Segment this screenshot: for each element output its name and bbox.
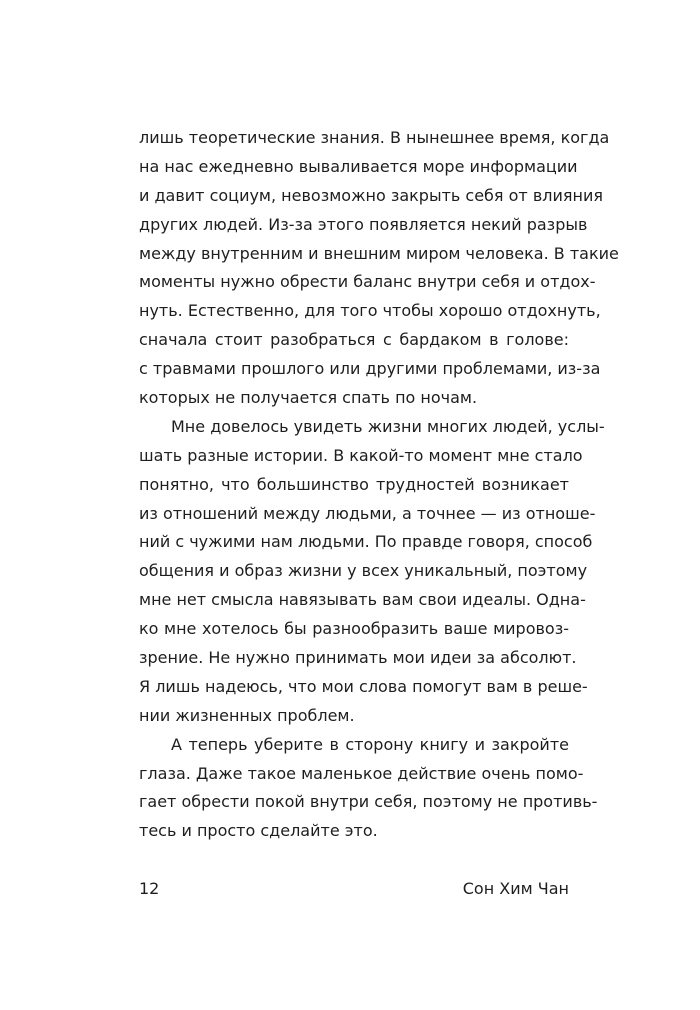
text-line: моменты нужно обрести баланс внутри себя и отдох- <box>139 272 596 292</box>
body-text <box>139 124 619 846</box>
paragraph <box>139 413 605 731</box>
text-line: Мне довелось увидеть жизни многих людей, услы- <box>171 416 605 436</box>
text-line: с травмами прошлого или другими проблемами, из-за <box>139 359 601 379</box>
text-line: шать разные истории. В какой-то момент мне стало <box>139 445 583 465</box>
text-line: на нас ежедневно вываливается море информации <box>139 156 578 176</box>
text-line: других людей. Из-за этого появляется некий разрыв <box>139 214 588 234</box>
text-line: ко мне хотелось бы разнообразить ваше мировоз- <box>139 619 569 639</box>
text-line: из отношений между людьми, а точнее — из отноше- <box>139 503 596 523</box>
text-line: и давит социум, невозможно закрыть себя от влияния <box>139 185 603 205</box>
text-line: сначала стоит разобраться с бардаком в голове: <box>139 330 569 350</box>
text-line: общения и образ жизни у всех уникальный, поэтому <box>139 561 588 581</box>
text-line: между внутренним и внешним миром человека. В такие <box>139 243 619 263</box>
text-line: тесь и просто сделайте это. <box>139 821 378 841</box>
text-line: ний с чужими нам людьми. По правде говоря, способ <box>139 532 593 552</box>
text-line: которых не получается спать по ночам. <box>139 388 478 408</box>
paragraph <box>139 124 619 413</box>
text-line: глаза. Даже такое маленькое действие очень помо- <box>139 763 584 783</box>
text-line: мне нет смысла навязывать вам свои идеалы. Одна- <box>139 590 586 610</box>
text-line: понятно, что большинство трудностей возникает <box>139 474 569 494</box>
running-footer-author: Сон Хим Чан <box>462 879 569 898</box>
text-line: нуть. Естественно, для того чтобы хорошо отдохнуть, <box>139 301 601 321</box>
text-line: лишь теоретические знания. В нынешнее время, когда <box>139 128 610 147</box>
text-line: А теперь уберите в сторону книгу и закройте <box>171 734 569 754</box>
text-line: нии жизненных проблем. <box>139 705 355 725</box>
paragraph <box>139 731 598 847</box>
text-line: зрение. Не нужно принимать мои идеи за абсолют. <box>139 648 577 668</box>
page-footer <box>139 877 569 901</box>
text-line: Я лишь надеюсь, что мои слова помогут вам в реше- <box>139 676 588 696</box>
page-number: 12 <box>139 879 160 898</box>
text-line: гает обрести покой внутри себя, поэтому не противь- <box>139 792 598 812</box>
